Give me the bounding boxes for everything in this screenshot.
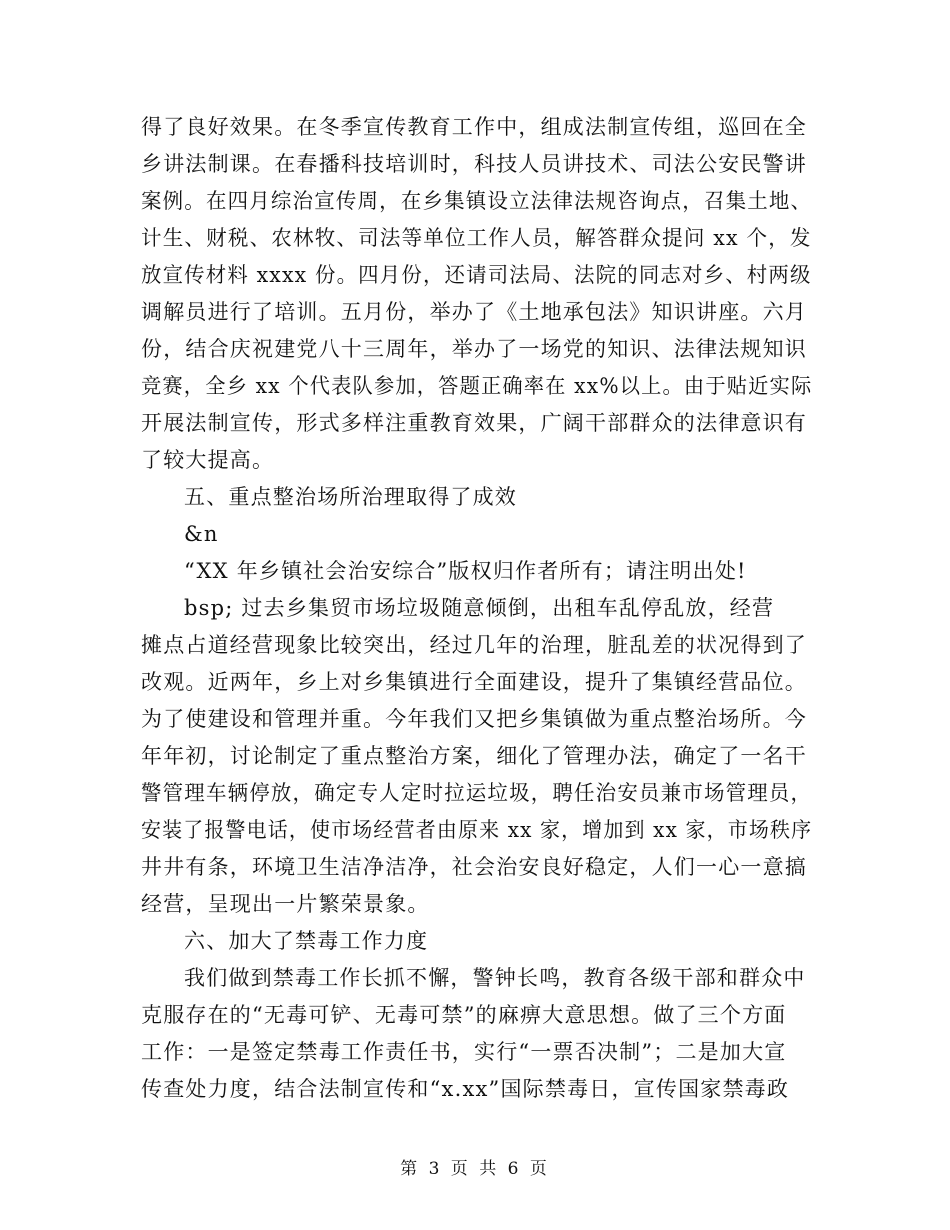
body-text-line: 放宣传材料 xxxx 份。四月份，还请司法局、法院的同志对乡、村两级: [141, 263, 812, 287]
body-text-line: 竞赛，全乡 xx 个代表队参加，答题正确率在 xx%以上。由于贴近实际: [141, 374, 813, 398]
body-text-line: bsp; 过去乡集贸市场垃圾随意倾倒，出租车乱停乱放，经营: [184, 596, 775, 620]
body-text-line: 为了使建设和管理并重。今年我们又把乡集镇做为重点整治场所。今: [141, 707, 807, 731]
body-text-line: 案例。在四月综治宣传周，在乡集镇设立法律法规咨询点，召集土地、: [141, 189, 813, 213]
body-text-line: 得了良好效果。在冬季宣传教育工作中，组成法制宣传组，巡回在全: [141, 115, 807, 139]
page-number-footer: 第 3 页 共 6 页: [400, 1159, 550, 1179]
body-text-line: 我们做到禁毒工作长抓不懈，警钟长鸣，教育各级干部和群众中: [184, 966, 806, 990]
body-text-line: 调解员进行了培训。五月份，举办了《土地承包法》知识讲座。六月: [141, 300, 807, 324]
body-text-line: 了较大提高。: [141, 448, 275, 472]
body-text-line: 年年初，讨论制定了重点整治方案，细化了管理办法，确定了一名干: [141, 744, 807, 768]
section-heading: 五、重点整治场所治理取得了成效: [184, 485, 517, 509]
body-text-line: 乡讲法制课。在春播科技培训时，科技人员讲技术、司法公安民警讲: [141, 152, 807, 176]
body-text-line: 警管理车辆停放，确定专人定时拉运垃圾，聘任治安员兼市场管理员，: [141, 781, 813, 805]
body-text-line: &n: [184, 522, 219, 546]
body-text-line: 摊点占道经营现象比较突出，经过几年的治理，脏乱差的状况得到了: [141, 633, 807, 657]
body-text-line: 工作：一是签定禁毒工作责任书，实行“一票否决制”；二是加大宣: [141, 1040, 787, 1064]
body-text-line: 改观。近两年，乡上对乡集镇进行全面建设，提升了集镇经营品位。: [141, 670, 807, 694]
body-text-line: 井井有条，环境卫生洁净洁净，社会治安良好稳定，人们一心一意搞: [141, 855, 807, 879]
body-text-line: 克服存在的“无毒可铲、无毒可禁”的麻痹大意思想。做了三个方面: [141, 1003, 787, 1027]
section-heading: 六、加大了禁毒工作力度: [184, 929, 429, 953]
body-text-line: 份，结合庆祝建党八十三周年，举办了一场党的知识、法律法规知识: [141, 337, 807, 361]
body-text-line: 经营，呈现出一片繁荣景象。: [141, 892, 430, 916]
body-text-line: 开展法制宣传，形式多样注重教育效果，广阔干部群众的法律意识有: [141, 411, 807, 435]
copyright-notice: “XX 年乡镇社会治安综合”版权归作者所有；请注明出处!: [184, 559, 747, 583]
body-text-line: 安装了报警电话，使市场经营者由原来 xx 家，增加到 xx 家，市场秩序: [141, 818, 813, 842]
body-text-line: 传查处力度，结合法制宣传和“x.xx”国际禁毒日，宣传国家禁毒政: [141, 1077, 790, 1101]
body-text-line: 计生、财税、农林牧、司法等单位工作人员，解答群众提问 xx 个，发: [141, 226, 812, 250]
